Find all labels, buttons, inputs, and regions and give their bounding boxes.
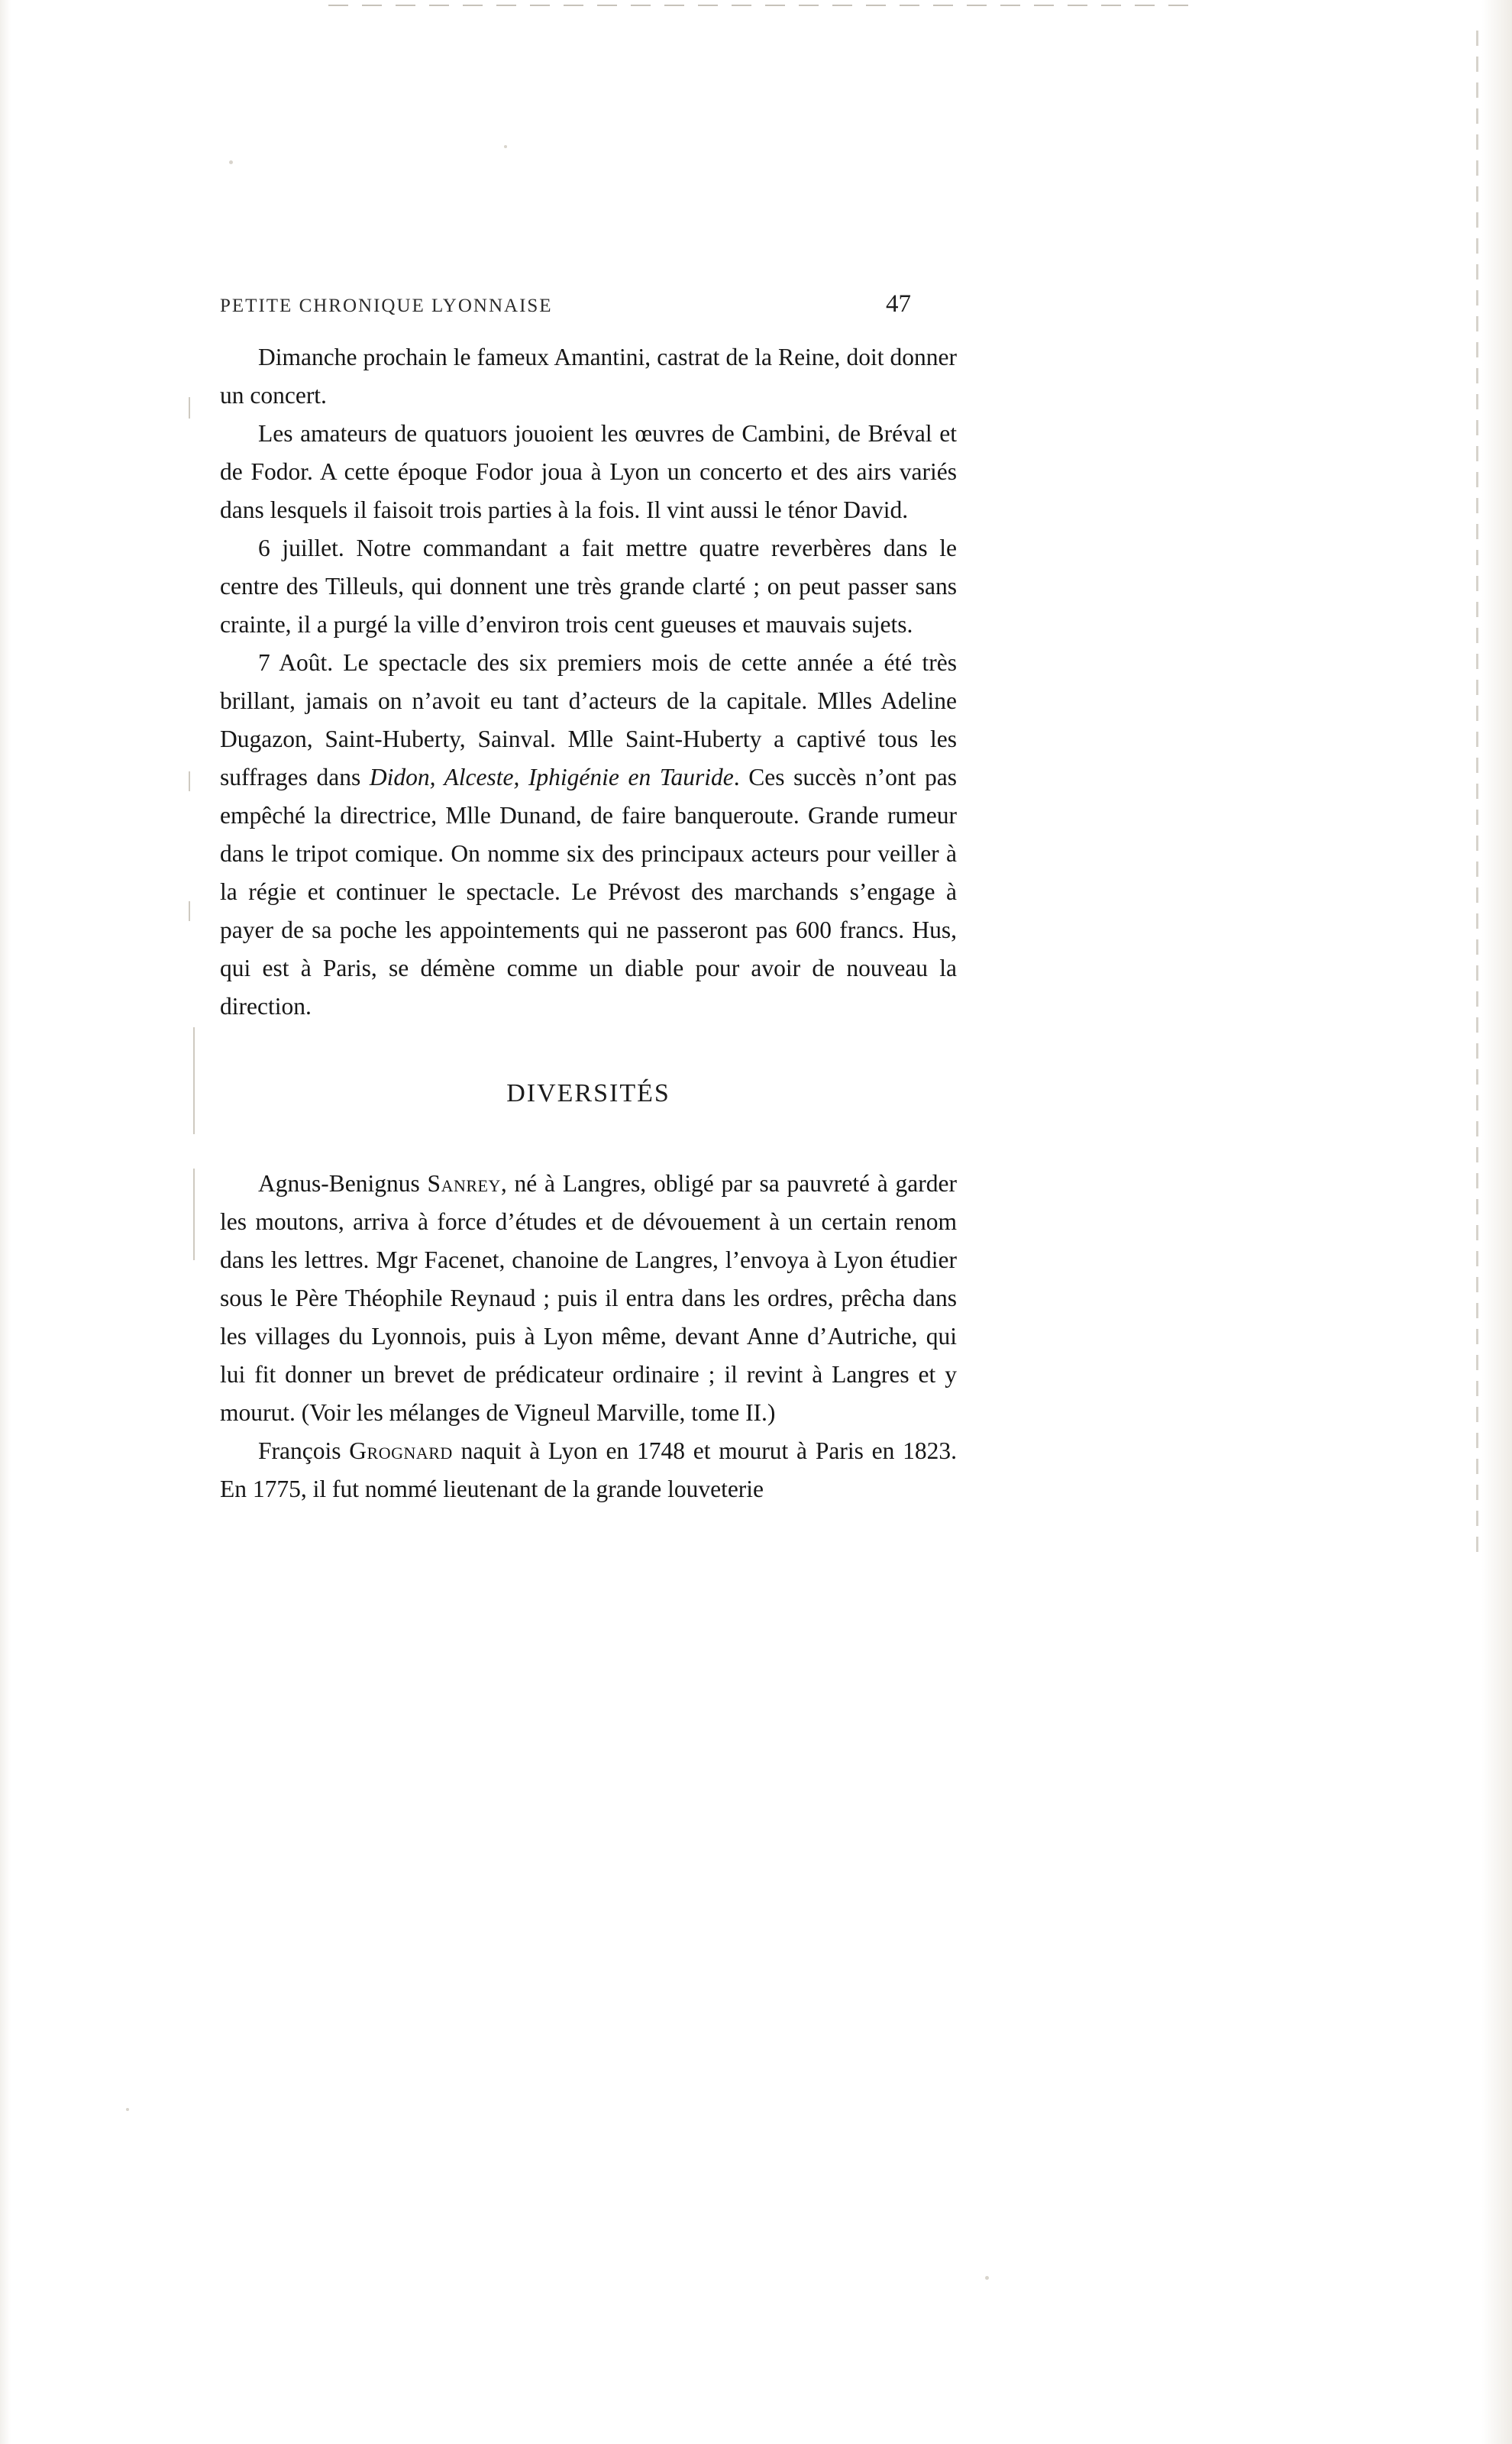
scan-rule-right	[1476, 31, 1478, 1558]
running-head-title: PETITE CHRONIQUE LYONNAISE	[220, 296, 553, 316]
paragraph	[220, 1165, 957, 1432]
work-titles-italic: Didon, Alceste, Iphigénie en Tauride	[369, 764, 734, 790]
scan-speck	[504, 145, 507, 148]
margin-tick	[189, 771, 190, 791]
scan-speck	[229, 160, 233, 164]
page-number: 47	[886, 290, 911, 318]
diversites-text-block	[220, 1165, 957, 1508]
scan-speck	[126, 2108, 129, 2111]
paragraph-text-lead: François	[258, 1437, 350, 1464]
section-heading: DIVERSITÉS	[506, 1079, 670, 1107]
paragraph-text-tail: , né à Langres, obligé par sa pauvreté à garder les moutons, arriva à force d’études et de dévouement à un certain renom dans les lettres. Mgr Facenet, chanoine de Langres, l’envoya à Lyon étudier sous le Père Théophile Reynaud ; puis il entra dans les ordres, prêcha dans les villages du Lyonnois, puis à Lyon même, devant Anne d’Autriche, qui lui fit donner un brevet de prédicateur ordinaire ; il revint à Langres et y mourut. (Voir les mélanges de Vigneul Marville, tome II.)	[220, 1170, 957, 1426]
scan-rule-top	[328, 5, 1191, 6]
paragraph: 6 juillet. Notre commandant a fait mettre quatre reverbères dans le centre des Tilleuls, qui donnent une très grande clarté ; on peut passer sans crainte, il a purgé la ville d’environ trois cent gueuses et mauvais sujets.	[220, 535, 957, 638]
body-text-block	[220, 338, 957, 1026]
running-head	[220, 290, 911, 318]
margin-tick	[189, 901, 190, 921]
scan-speck	[985, 2276, 989, 2280]
paragraph	[220, 644, 957, 1026]
scan-edge-right	[1481, 0, 1512, 2444]
paragraph-text-tail: . Ces succès n’ont pas empêché la directrice, Mlle Dunand, de faire banqueroute. Grande rumeur dans le tripot comique. On nomme six des principaux acteurs pour veiller à la régie et continuer le spectacle. Le Prévost des marchands s’engage à payer de sa poche les appointements qui ne passeront pas 600 francs. Hus, qui est à Paris, se démène comme un diable pour avoir de nouveau la direction.	[220, 764, 957, 1020]
margin-tick	[189, 397, 190, 419]
paragraph: Dimanche prochain le fameux Amantini, castrat de la Reine, doit donner un concert.	[220, 344, 957, 409]
page-content	[193, 290, 1140, 1508]
paragraph-text-tail: naquit à Lyon en 1748 et mourut à Paris en 1823. En 1775, il fut nommé lieutenant de la grande louveterie	[220, 1437, 958, 1502]
paragraph: Les amateurs de quatuors jouoient les œuvres de Cambini, de Bréval et de Fodor. A cette époque Fodor joua à Lyon un concerto et des airs variés dans lesquels il faisoit trois parties à la fois. Il vint aussi le ténor David.	[220, 420, 957, 523]
paragraph-text-lead: 7 Août. Le spectacle des six premiers mois de cette année a été très brillant, jamais on n’avoit eu tant d’acteurs de la capitale. Mlles Adeline Dugazon, Saint-Huberty, Sainval. Mlle Saint-Huberty a captivé tous les suffrages dans	[220, 649, 957, 790]
paragraph	[220, 1432, 957, 1508]
person-name-small-caps: Grognard	[349, 1437, 453, 1464]
person-name-small-caps: Sanrey	[427, 1170, 501, 1197]
scan-edge-left	[0, 0, 11, 2444]
paragraph-text-lead: Agnus-Benignus	[258, 1170, 428, 1197]
